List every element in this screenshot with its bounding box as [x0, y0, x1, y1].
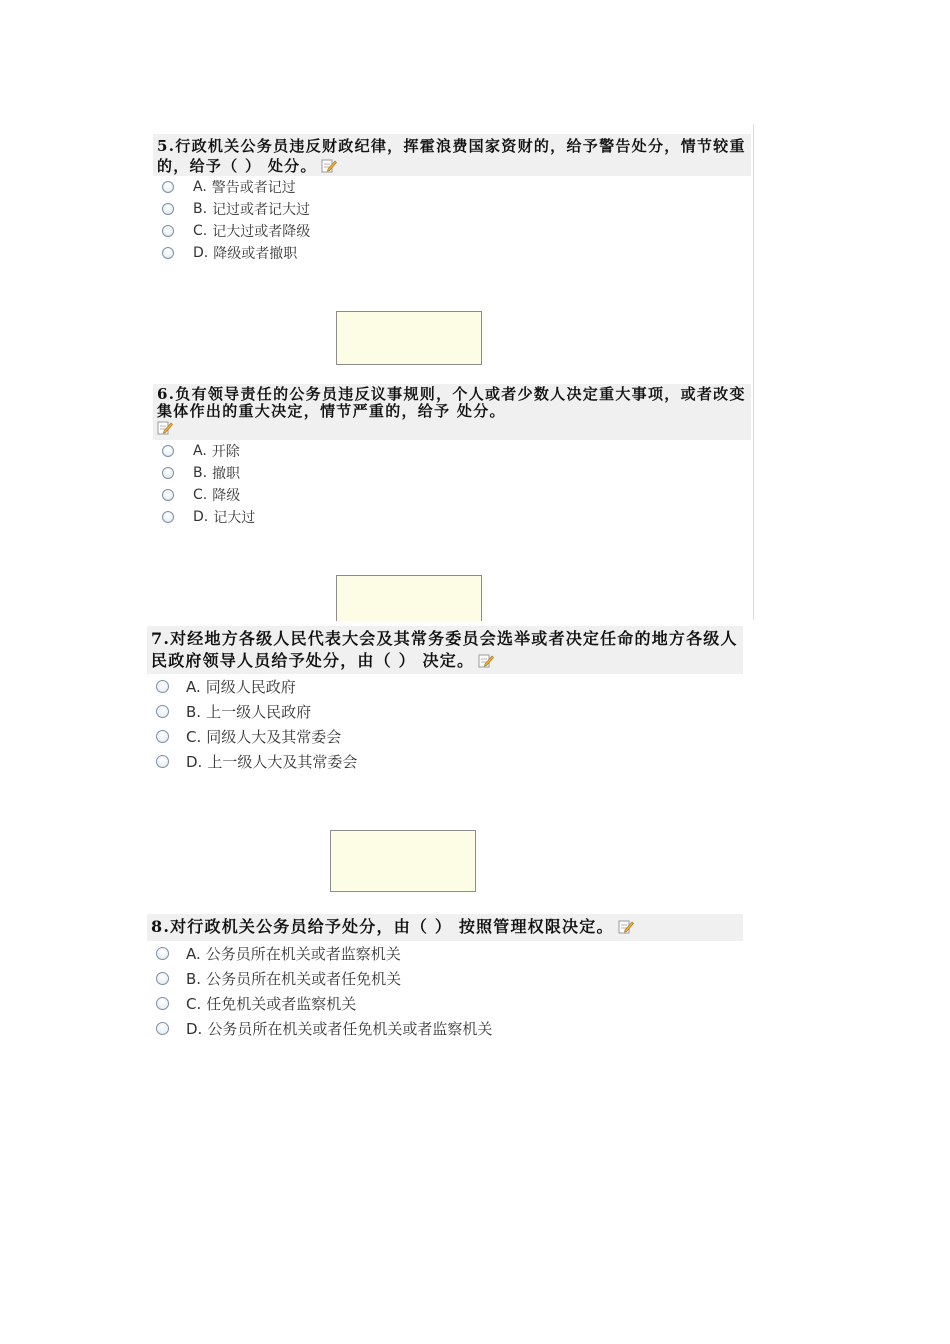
- radio-button-icon[interactable]: [156, 1022, 169, 1035]
- option-b[interactable]: [162, 462, 751, 484]
- options-list: [147, 674, 743, 774]
- question-5: [153, 134, 751, 264]
- option-d[interactable]: [156, 1016, 743, 1041]
- question-number: 6.: [157, 385, 176, 403]
- radio-button-icon[interactable]: [162, 225, 174, 237]
- radio-button-icon[interactable]: [156, 680, 169, 693]
- question-text: 行政机关公务员违反财政纪律，挥霍浪费国家资财的，给予警告处分，情节较重的，给予（ ） 处分。: [157, 137, 746, 175]
- option-b[interactable]: [162, 198, 751, 220]
- option-letter: B.: [193, 201, 208, 217]
- option-text: 公务员所在机关或者监察机关: [205, 945, 401, 963]
- option-letter: A.: [186, 677, 201, 696]
- option-letter: D.: [193, 245, 209, 261]
- option-letter: C.: [193, 487, 208, 503]
- option-letter: B.: [193, 465, 208, 481]
- radio-button-icon[interactable]: [162, 203, 174, 215]
- radio-button-icon[interactable]: [162, 247, 174, 259]
- option-text: 记过或者记大过: [212, 202, 311, 218]
- option-letter: D.: [193, 509, 209, 525]
- radio-button-icon[interactable]: [156, 947, 169, 960]
- radio-button-icon[interactable]: [162, 467, 174, 479]
- question-6-header: [153, 384, 751, 440]
- option-text: 警告或者记过: [211, 180, 296, 196]
- option-a[interactable]: [162, 440, 751, 462]
- question-number: 7.: [151, 629, 171, 648]
- option-a[interactable]: [156, 674, 743, 699]
- radio-button-icon[interactable]: [162, 511, 174, 523]
- radio-button-icon[interactable]: [156, 705, 169, 718]
- option-a[interactable]: [162, 176, 751, 198]
- radio-button-icon[interactable]: [156, 755, 169, 768]
- option-c[interactable]: [156, 724, 743, 749]
- question-6: [153, 384, 751, 528]
- option-text: 记大过或者降级: [212, 224, 311, 240]
- options-list: [153, 440, 751, 528]
- answer-box-7[interactable]: [330, 830, 476, 892]
- option-b[interactable]: [156, 966, 743, 991]
- option-text: 公务员所在机关或者任免机关或者监察机关: [207, 1020, 493, 1038]
- option-text: 撤职: [212, 466, 241, 482]
- question-number: 8.: [151, 917, 171, 936]
- question-7-header: [147, 626, 743, 674]
- option-text: 记大过: [213, 510, 256, 526]
- option-d[interactable]: [162, 242, 751, 264]
- question-8: [147, 914, 743, 1041]
- option-letter: B.: [186, 969, 202, 988]
- option-letter: B.: [186, 702, 202, 721]
- option-text: 同级人大及其常委会: [206, 728, 342, 746]
- option-b[interactable]: [156, 699, 743, 724]
- option-text: 降级: [212, 488, 241, 504]
- radio-button-icon[interactable]: [162, 445, 174, 457]
- options-list: [147, 941, 743, 1041]
- option-text: 同级人民政府: [205, 678, 296, 696]
- option-d[interactable]: [156, 749, 743, 774]
- option-letter: A.: [193, 179, 207, 195]
- edit-note-icon[interactable]: [157, 420, 173, 435]
- option-letter: A.: [186, 944, 201, 963]
- question-text: 对经地方各级人民代表大会及其常务委员会选举或者决定任命的地方各级人民政府领导人员给予处分，由（ ） 决定。: [151, 629, 738, 670]
- radio-button-icon[interactable]: [156, 997, 169, 1010]
- option-letter: C.: [193, 223, 208, 239]
- page-border-line: [753, 124, 754, 620]
- radio-button-icon[interactable]: [162, 489, 174, 501]
- option-c[interactable]: [162, 220, 751, 242]
- question-8-header: [147, 914, 743, 941]
- option-c[interactable]: [162, 484, 751, 506]
- option-text: 上一级人大及其常委会: [207, 753, 358, 771]
- option-text: 上一级人民政府: [206, 703, 312, 721]
- option-text: 公务员所在机关或者任免机关: [206, 970, 402, 988]
- answer-box-6[interactable]: [336, 575, 482, 621]
- question-text: 负有领导责任的公务员违反议事规则，个人或者少数人决定重大事项，或者改变集体作出的重大决定，情节严重的，给予 处分。: [157, 385, 746, 420]
- option-text: 任免机关或者监察机关: [206, 995, 357, 1013]
- question-5-header: [153, 134, 751, 176]
- radio-button-icon[interactable]: [156, 972, 169, 985]
- option-a[interactable]: [156, 941, 743, 966]
- option-d[interactable]: [162, 506, 751, 528]
- option-text: 降级或者撤职: [213, 246, 298, 262]
- option-letter: C.: [186, 994, 202, 1013]
- radio-button-icon[interactable]: [156, 730, 169, 743]
- question-text: 对行政机关公务员给予处分，由（ ） 按照管理权限决定。: [170, 917, 614, 936]
- options-list: [153, 176, 751, 264]
- option-letter: D.: [186, 752, 203, 771]
- question-number: 5.: [157, 137, 176, 155]
- answer-box-5[interactable]: [336, 311, 482, 365]
- edit-note-icon[interactable]: [478, 652, 494, 667]
- question-7: [147, 626, 743, 774]
- option-c[interactable]: [156, 991, 743, 1016]
- option-letter: D.: [186, 1019, 203, 1038]
- edit-note-icon[interactable]: [321, 158, 337, 173]
- radio-button-icon[interactable]: [162, 181, 174, 193]
- option-text: 开除: [211, 444, 240, 460]
- option-letter: C.: [186, 727, 202, 746]
- edit-note-icon[interactable]: [618, 918, 634, 933]
- option-letter: A.: [193, 443, 207, 459]
